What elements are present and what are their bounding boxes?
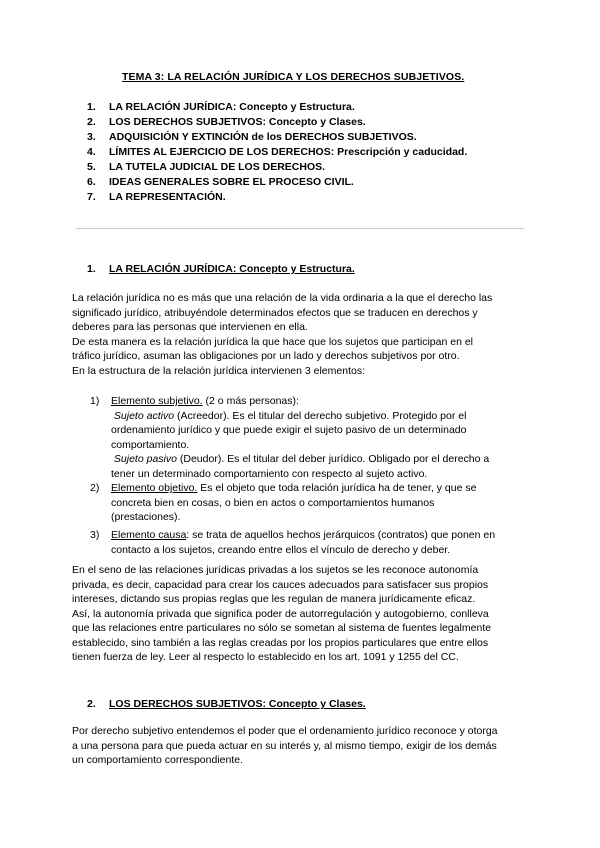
element-item-number: 1): [90, 395, 100, 407]
element-item-number: 2): [90, 482, 100, 494]
section2-body: Por derecho subjetivo entendemos el poder que el ordenamiento jurídico reconoce y otorga a una persona para que pueda actuar en su interés y, al mismo tiempo, exigir de los demás un comportamiento correspondiente.: [72, 725, 498, 766]
toc-item: 3. ADQUISICIÓN Y EXTINCIÓN de los DERECHOS SUBJETIVOS.: [87, 131, 417, 143]
horizontal-divider: [76, 228, 524, 229]
toc-item: 7. LA REPRESENTACIÓN.: [87, 191, 226, 203]
section2-heading: 2. LOS DERECHOS SUBJETIVOS: Concepto y Clases.: [87, 698, 366, 710]
table-of-contents: [87, 100, 467, 205]
section1-heading: 1. LA RELACIÓN JURÍDICA: Concepto y Estructura.: [87, 263, 355, 275]
document-title: TEMA 3: LA RELACIÓN JURÍDICA Y LOS DERECHOS SUBJETIVOS.: [122, 71, 465, 83]
element-item-number: 3): [90, 529, 100, 541]
section1-intro: La relación jurídica no es más que una relación de la vida ordinaria a la que el derecho las significado jurídico, atribuyéndole determinados efectos que se traducen en derechos y deberes para las personas que intervienen en ella. De esta manera es la relación jurídica la que hace que los sujetos que participan en el tráfico jurídico, asuman las obligaciones por un lado y derechos subjetivos por otro. En la estructura de la relación jurídica intervienen 3 elementos:: [72, 292, 493, 377]
toc-item: 6. IDEAS GENERALES SOBRE EL PROCESO CIVIL.: [87, 176, 354, 188]
toc-item: 1. LA RELACIÓN JURÍDICA: Concepto y Estructura.: [87, 101, 355, 113]
element-objetivo: Elemento objetivo. Es el objeto que toda relación jurídica ha de tener, y que se concreta bien en cosas, o bien en actos o comportamientos humanos (prestaciones).: [111, 482, 477, 523]
toc-item: 2. LOS DERECHOS SUBJETIVOS: Concepto y Clases.: [87, 116, 366, 128]
toc-item: 4. LÍMITES AL EJERCICIO DE LOS DERECHOS: Prescripción y caducidad.: [87, 146, 468, 158]
element-causa: Elemento causa: se trata de aquellos hechos jerárquicos (contratos) que ponen en contacto a los sujetos, creando entre ellos el vínculo de derecho y deber.: [111, 529, 496, 556]
section1-closing: En el seno de las relaciones jurídicas privadas a los sujetos se les reconoce autonomía privada, es decir, capacidad para crear los cauces adecuados para satisfacer sus propios intereses, dictando sus propias reglas que les regulan de manera jurídicamente eficaz. Así, la autonomía privada que significa poder de autorregulación y autogobierno, conlleva que las relaciones entre particulares no sólo se sometan al sistema de fuentes legalmente establecido, sino también a las reglas creadas por los propios particulares que entre ellos tienen fuerza de ley. Leer al respecto lo establecido en los art. 1091 y 1255 del CC.: [72, 564, 492, 663]
toc-item: 5. LA TUTELA JUDICIAL DE LOS DERECHOS.: [87, 161, 326, 173]
element-subjetivo: Elemento subjetivo. (2 o más personas): Sujeto activo (Acreedor). Es el titular del derecho subjetivo. Protegido por el ordenamiento jurídico y que puede exigir el sujeto pasivo de un determinado comportamiento. Sujeto pasivo (Deudor). Es el titular del deber jurídico. Obligado por el derecho a tener un determinado comportamiento con respecto al sujeto activo.: [111, 395, 490, 480]
